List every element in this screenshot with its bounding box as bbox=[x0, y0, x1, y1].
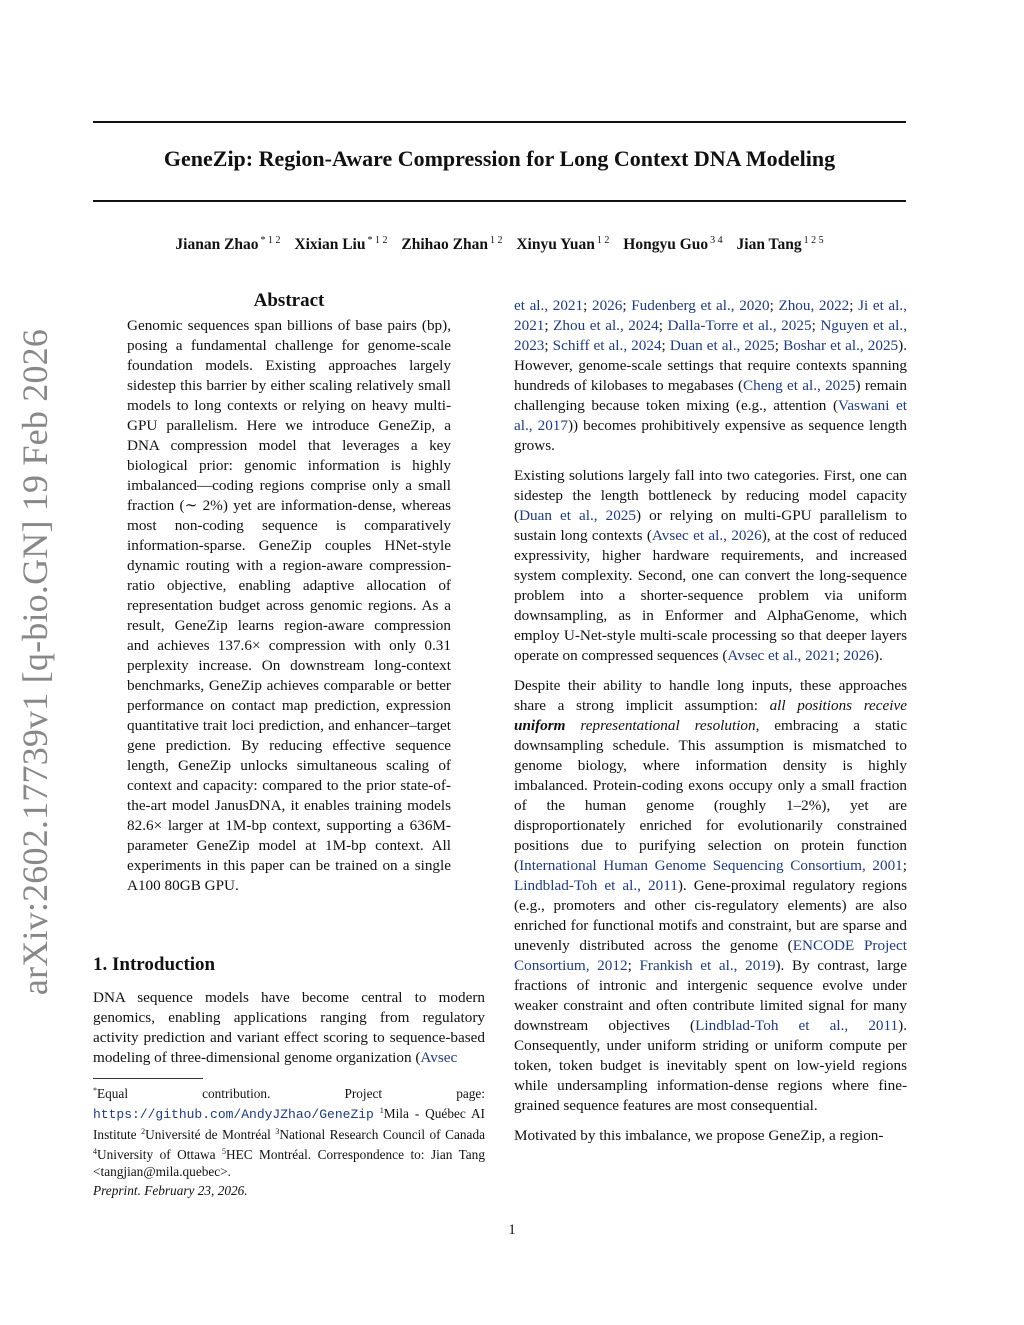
citation-link[interactable]: Schiff et al., 2024 bbox=[552, 337, 662, 354]
citation-link[interactable]: Zhou et al., 2024 bbox=[553, 317, 659, 334]
citation-link[interactable]: Cheng et al., 2025 bbox=[743, 377, 856, 394]
citation-link[interactable]: Avsec bbox=[420, 1049, 458, 1066]
intro-paragraph-3: Despite their ability to handle long inputs, these approaches share a strong implicit assumption: all positions receive uniform representational resolution, embracing a static downsampling schedule. This assumption is mismatched to genome biology, where information density is highly imbalanced. Protein-coding exons occupy only a small fraction of the human genome (roughly 1–2%), yet are disproportionately enriched for evolutionarily constrained positions due to purifying selection on protein function (International Human Genome Sequencing Consortium, 2001; Lindblad-Toh et al., 2011). Gene-proximal regulatory regions (e.g., promoters and other cis-regulatory elements) are also enriched for functional motifs and constraint, but are sparse and unevenly distributed across the genome (ENCODE Project Consortium, 2012; Frankish et al., 2019). By contrast, large fractions of intronic and intergenic sequence evolve under weaker constraint and often contribute limited signal for many downstream objectives (Lindblad-Toh et al., 2011). Consequently, under uniform striding or uniform compute per token, token budget is inevitably spent on low-yield regions while undersampling information-dense regions where fine-grained sequence features are most consequential. bbox=[514, 677, 907, 1114]
citation-link[interactable]: ENCODE Project Consortium, 2012 bbox=[514, 937, 907, 974]
abstract-heading: Abstract bbox=[253, 290, 325, 311]
author: Xinyu Yuan $^{1 2}$ bbox=[516, 235, 610, 253]
citation-link[interactable]: Duan et al., 2025 bbox=[669, 337, 775, 354]
intro-paragraph-2: Existing solutions largely fall into two categories. First, one can sidestep the length bottleneck by reducing model capacity (Duan et al., 2025) or relying on multi-GPU parallelism to sustain long contexts (Avsec et al., 2026), at the cost of reduced expressivity, higher hardware requirements, and increased system complexity. Second, one can convert the long-sequence problem into a shorter-sequence problem via uniform downsampling, as in Enformer and AlphaGenome, which employ U-Net-style multi-scale processing so that deeper layers operate on compressed sequences (Avsec et al., 2021; 2026). bbox=[514, 467, 908, 664]
citation-link[interactable]: Avsec et al., 2026 bbox=[651, 527, 762, 544]
left-column bbox=[93, 290, 485, 896]
paper-title: GeneZip: Region-Aware Compression for Long Context DNA Modeling bbox=[163, 146, 836, 171]
footnote: *Equal contribution. Project page: https://github.com/AndyJZhao/GeneZip $^1$Mila - Québec AI Institute $^2$Université de Montréal $^3$National Research Council of Canada $^4$University of Ottawa $^5$HEC Montréal. Correspondence to: Jian Tang <tangjian@mila.quebec>. bbox=[93, 1086, 486, 1179]
citation-link[interactable]: 2026 bbox=[843, 647, 874, 664]
abstract-text: Genomic sequences span billions of base pairs (bp), posing a fundamental challenge for genome-scale foundation models. Existing approaches largely sidestep this barrier by either scaling relatively small models to long contexts or relying on heavy multi-GPU parallelism. Here we introduce GeneZip, a DNA compression model that leverages a key biological prior: genomic information is highly imbalanced—coding regions comprise only a small fraction (∼ 2%) yet are information-dense, whereas most non-coding sequence is comparatively information-sparse. GeneZip couples HNet-style dynamic routing with a region-aware compression-ratio objective, enabling adaptive allocation of representation budget across genomic regions. As a result, GeneZip learns region-aware compression and achieves 137.6× compression with only 0.31 perplexity increase. On downstream long-context benchmarks, GeneZip achieves comparable or better performance on contact map prediction, expression quantitative trait loci prediction, and enhancer–target gene prediction. By reducing effective sequence length, GeneZip unlocks simultaneous scaling of context and capacity: compared to the prior state-of-the-art model JanusDNA, it enables training models 82.6× larger at 1M-bp context, supporting a 636M-parameter GeneZip model at 1M-bp context. All experiments in this paper can be trained on a single A100 80GB GPU. bbox=[127, 317, 451, 894]
author: Jianan Zhao $^{* 1 2}$ bbox=[175, 235, 281, 253]
citation-link[interactable]: Frankish et al., 2019 bbox=[639, 957, 776, 974]
intro-paragraph-continued: et al., 2021; 2026; Fudenberg et al., 2020; Zhou, 2022; Ji et al., 2021; Zhou et al., 2024; Dalla-Torre et al., 2025; Nguyen et al., 2023; Schiff et al., 2024; Duan et al., 2025; Boshar et al., 2025). However, genome-scale settings that require contexts spanning hundreds of kilobases to megabases (Cheng et al., 2025) remain challenging because token mixing (e.g., attention (Vaswani et al., 2017)) becomes prohibitively expensive as sequence length grows. bbox=[514, 297, 908, 454]
footnote-divider bbox=[93, 1078, 203, 1079]
intro-paragraph: DNA sequence models have become central to modern genomics, enabling applications ranging from regulatory activity prediction and variant effect scoring to sequence-based modeling of three-dimensional genome organization (Avsec bbox=[93, 989, 485, 1066]
arxiv-identifier[interactable]: arXiv:2602.17739v1 [q-bio.GN] 19 Feb 2026 bbox=[15, 328, 55, 996]
author-list bbox=[93, 235, 906, 254]
author: Xixian Liu $^{* 1 2}$ bbox=[294, 235, 388, 253]
right-column bbox=[514, 296, 907, 1156]
author: Hongyu Guo $^{3 4}$ bbox=[623, 235, 723, 253]
title-bottom-rule bbox=[93, 200, 906, 202]
citation-link[interactable]: Nguyen et al., 2023 bbox=[514, 317, 907, 354]
citation-link[interactable]: Duan et al., 2025 bbox=[519, 507, 636, 524]
citation-link[interactable]: 2026 bbox=[591, 297, 623, 314]
project-url-link[interactable]: https://github.com/AndyJZhao/GeneZip bbox=[93, 1107, 374, 1122]
citation-link[interactable]: Lindblad-Toh et al., 2011 bbox=[514, 877, 678, 894]
citation-link[interactable]: et al., 2021 bbox=[514, 297, 584, 314]
preprint-note: Preprint. February 23, 2026. bbox=[93, 1183, 248, 1198]
citation-link[interactable]: Avsec et al., 2021 bbox=[727, 647, 836, 664]
citation-link[interactable]: Fudenberg et al., 2020 bbox=[631, 297, 770, 314]
top-rule bbox=[93, 121, 906, 123]
introduction-heading: 1. Introduction bbox=[93, 954, 216, 975]
citation-link[interactable]: Lindblad-Toh et al., 2011 bbox=[695, 1017, 899, 1034]
intro-paragraph-4: Motivated by this imbalance, we propose GeneZip, a region- bbox=[514, 1127, 884, 1144]
citation-link[interactable]: Dalla-Torre et al., 2025 bbox=[667, 317, 812, 334]
author: Jian Tang $^{1 2 5}$ bbox=[736, 235, 824, 253]
citation-link[interactable]: Boshar et al., 2025 bbox=[783, 337, 899, 354]
citation-link[interactable]: Vaswani et al., 2017 bbox=[514, 397, 908, 434]
author: Zhihao Zhan $^{1 2}$ bbox=[401, 235, 503, 253]
citation-link[interactable]: Ji et al., 2021 bbox=[514, 297, 907, 334]
citation-link[interactable]: Zhou, 2022 bbox=[778, 297, 850, 314]
citation-link[interactable]: International Human Genome Sequencing Consortium, 2001 bbox=[519, 857, 903, 874]
page-number: 1 bbox=[508, 1222, 516, 1238]
